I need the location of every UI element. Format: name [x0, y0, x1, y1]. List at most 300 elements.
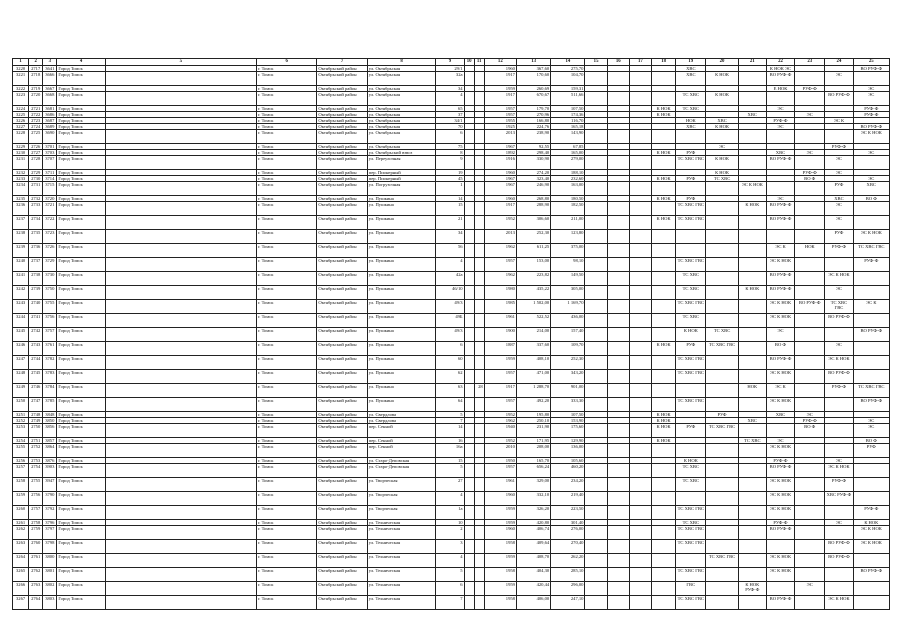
table-cell: Октябрьский район: [317, 272, 367, 286]
table-cell: 270,40: [551, 540, 585, 554]
table-cell: 49/3: [436, 328, 464, 342]
table-cell: РУФ-Ф: [825, 244, 853, 258]
table-cell: 14: [436, 424, 464, 438]
table-cell: 1961: [484, 478, 516, 492]
table-cell: [738, 398, 766, 412]
register-table-body: [13, 59, 890, 610]
table-cell: 2722: [29, 112, 43, 118]
table-cell: 3246: [13, 342, 29, 356]
table-cell: [607, 202, 629, 216]
table-cell: 305,00: [551, 286, 585, 300]
table-cell: [607, 130, 629, 144]
table-cell: 404,30: [516, 568, 550, 582]
table-cell: ХВС: [738, 112, 766, 118]
table-cell: [629, 506, 651, 520]
table-cell: 1960: [484, 526, 516, 540]
table-cell: [738, 506, 766, 520]
table-cell: ул. Октябрьская: [367, 86, 436, 92]
table-cell: Октябрьский район: [317, 86, 367, 92]
table-cell: 1а: [436, 506, 464, 520]
table-cell: [676, 230, 706, 244]
table-cell: Октябрьский район: [317, 230, 367, 244]
table-cell: 511,66: [551, 92, 585, 106]
table-cell: 70: [436, 124, 464, 130]
table-cell: 3800: [43, 554, 57, 568]
table-cell: 375,00: [551, 244, 585, 258]
table-cell: [464, 492, 474, 506]
table-cell: [607, 424, 629, 438]
table-cell: [652, 554, 676, 568]
table-cell: 180,50: [551, 196, 585, 202]
table-cell: [607, 370, 629, 384]
table-cell: Октябрьский район: [317, 384, 367, 398]
table-cell: Город Томск: [57, 438, 105, 444]
table-cell: ЭС: [766, 106, 794, 112]
table-cell: [474, 582, 484, 596]
table-cell: ЭС: [795, 582, 825, 596]
table-cell: ЭС К НОК: [766, 258, 794, 272]
table-cell: [105, 286, 256, 300]
table-cell: [607, 384, 629, 398]
table-cell: 2718: [29, 72, 43, 86]
table-cell: РУФ-Ф: [766, 118, 794, 124]
table-cell: ул. Творческая: [367, 506, 436, 520]
table-cell: 2763: [29, 582, 43, 596]
table-cell: ВО РУФ-Ф: [825, 540, 853, 554]
table-cell: 2743: [29, 342, 43, 356]
table-cell: 3723: [43, 230, 57, 244]
table-cell: 471,00: [516, 370, 550, 384]
table-cell: [607, 92, 629, 106]
table-cell: [607, 464, 629, 478]
table-cell: [676, 244, 706, 258]
table-cell: ЭС: [825, 202, 853, 216]
table-cell: 3220: [13, 66, 29, 72]
table-cell: 3755: [43, 300, 57, 314]
table-cell: [607, 244, 629, 258]
table-cell: 3798: [43, 540, 57, 554]
table-cell: ЭС: [766, 438, 794, 444]
table-cell: Октябрьский район: [317, 370, 367, 384]
table-cell: 2717: [29, 66, 43, 72]
table-row: [13, 506, 890, 520]
table-cell: ВО РУФ-Ф: [766, 156, 794, 170]
table-cell: 56: [436, 244, 464, 258]
table-cell: ЭС: [853, 150, 889, 156]
table-cell: 1958: [484, 596, 516, 610]
table-cell: ул. Октябрьская: [367, 112, 436, 118]
table-cell: 3259: [13, 492, 29, 506]
table-cell: 19: [436, 170, 464, 176]
table-cell: РУФ-Ф: [853, 112, 889, 118]
table-cell: [105, 156, 256, 170]
table-cell: [738, 216, 766, 230]
table-cell: РУФ: [676, 196, 706, 202]
table-cell: ул. Пушкина: [367, 230, 436, 244]
table-cell: Город Томск: [57, 554, 105, 568]
table-cell: ТС ХВС ГВС: [676, 202, 706, 216]
table-cell: 656,24: [516, 464, 550, 478]
table-cell: г. Томск: [256, 478, 316, 492]
table-cell: ТС ХВС ГВС: [676, 596, 706, 610]
table-cell: [853, 342, 889, 356]
table-cell: Октябрьский район: [317, 554, 367, 568]
table-cell: 3641: [43, 66, 57, 72]
table-cell: [105, 258, 256, 272]
table-cell: [652, 398, 676, 412]
table-cell: ЭС К НОК: [766, 492, 794, 506]
table-cell: [585, 478, 607, 492]
table-cell: ул. Техническая: [367, 540, 436, 554]
table-row: [13, 540, 890, 554]
table-cell: Октябрьский район: [317, 286, 367, 300]
table-cell: 34: [436, 86, 464, 92]
table-cell: 3850: [43, 418, 57, 424]
table-cell: РУФ-Ф: [766, 458, 794, 464]
table-cell: [795, 130, 825, 144]
table-cell: г. Томск: [256, 286, 316, 300]
table-cell: [652, 328, 676, 342]
table-cell: Октябрьский район: [317, 398, 367, 412]
table-cell: г. Томск: [256, 144, 316, 150]
table-cell: 2741: [29, 314, 43, 328]
table-row: [13, 328, 890, 342]
table-cell: 2730: [29, 176, 43, 182]
table-cell: [105, 526, 256, 540]
table-cell: Город Томск: [57, 124, 105, 130]
table-cell: ЭС К НОК: [853, 526, 889, 540]
table-cell: 232,60: [551, 176, 585, 182]
table-cell: [652, 230, 676, 244]
table-cell: [706, 464, 738, 478]
table-cell: [652, 506, 676, 520]
table-cell: [607, 156, 629, 170]
table-cell: ЭС: [795, 412, 825, 418]
table-cell: ул. Старо-Деповская: [367, 458, 436, 464]
table-cell: [105, 492, 256, 506]
table-cell: [629, 258, 651, 272]
table-cell: [105, 272, 256, 286]
table-cell: [795, 554, 825, 568]
table-cell: 3256: [13, 458, 29, 464]
table-cell: 3227: [13, 124, 29, 130]
table-cell: 104,70: [551, 72, 585, 86]
table-row: [13, 230, 890, 244]
table-cell: 1962: [484, 418, 516, 424]
table-cell: [853, 202, 889, 216]
table-cell: г. Томск: [256, 458, 316, 464]
column-number-row: [13, 59, 890, 66]
table-cell: 2719: [29, 86, 43, 92]
table-cell: 123,80: [551, 230, 585, 244]
table-cell: 49Б: [436, 314, 464, 328]
table-cell: ТС ХВС ГВС: [676, 540, 706, 554]
table-cell: 4: [436, 258, 464, 272]
table-cell: [585, 568, 607, 582]
table-cell: 2747: [29, 398, 43, 412]
table-cell: 3667: [43, 86, 57, 92]
table-cell: 2723: [29, 118, 43, 124]
table-cell: ЭС К НОК: [825, 272, 853, 286]
table-cell: ХВС РУФ-Ф: [825, 492, 853, 506]
table-cell: [738, 370, 766, 384]
table-cell: 107,50: [551, 106, 585, 112]
table-cell: Город Томск: [57, 458, 105, 464]
table-cell: [629, 300, 651, 314]
table-cell: 323,40: [516, 176, 550, 182]
table-cell: [607, 596, 629, 610]
table-cell: [706, 272, 738, 286]
table-cell: Город Томск: [57, 444, 105, 458]
table-cell: 2750: [29, 424, 43, 438]
table-cell: 3792: [43, 506, 57, 520]
table-cell: [585, 582, 607, 596]
table-cell: 1917: [484, 72, 516, 86]
table-cell: [738, 540, 766, 554]
table-cell: [105, 478, 256, 492]
table-row: [13, 568, 890, 582]
table-cell: [795, 540, 825, 554]
table-cell: 3228: [13, 130, 29, 144]
table-cell: г. Томск: [256, 196, 316, 202]
table-cell: 29/1: [436, 66, 464, 72]
table-cell: г. Томск: [256, 526, 316, 540]
table-cell: 3668: [43, 92, 57, 106]
table-cell: Октябрьский район: [317, 356, 367, 370]
table-cell: ВО Ф: [853, 196, 889, 202]
table-cell: [676, 554, 706, 568]
table-cell: [585, 464, 607, 478]
table-row: [13, 72, 890, 86]
table-cell: Октябрьский район: [317, 492, 367, 506]
table-cell: 436,00: [551, 314, 585, 328]
table-cell: 67,85: [551, 144, 585, 150]
table-cell: [853, 72, 889, 86]
table-cell: г. Томск: [256, 520, 316, 526]
table-cell: 1960: [484, 196, 516, 202]
table-cell: 98,10: [551, 258, 585, 272]
table-cell: 1961: [484, 314, 516, 328]
table-cell: 3222: [13, 86, 29, 92]
table-cell: ул. Творческая: [367, 492, 436, 506]
table-cell: г. Томск: [256, 112, 316, 118]
table-cell: [825, 568, 853, 582]
table-cell: ГВС: [676, 582, 706, 596]
table-cell: [105, 244, 256, 258]
table-cell: 3722: [43, 216, 57, 230]
table-cell: [585, 342, 607, 356]
table-cell: [629, 540, 651, 554]
table-cell: 1957: [484, 112, 516, 118]
table-cell: 3257: [13, 464, 29, 478]
table-cell: 3251: [13, 412, 29, 418]
table-cell: К НОК: [652, 176, 676, 182]
table-cell: 2754: [29, 464, 43, 478]
table-cell: [825, 424, 853, 438]
table-cell: РУФ: [853, 444, 889, 458]
table-cell: 3750: [43, 286, 57, 300]
table-cell: г. Томск: [256, 506, 316, 520]
table-row: [13, 464, 890, 478]
table-cell: [652, 72, 676, 86]
table-cell: ЭС: [853, 92, 889, 106]
table-cell: 3802: [43, 582, 57, 596]
column-number-cell: 17: [629, 59, 651, 66]
table-cell: [474, 554, 484, 568]
table-cell: Город Томск: [57, 540, 105, 554]
table-cell: Город Томск: [57, 258, 105, 272]
table-cell: [474, 424, 484, 438]
table-cell: [853, 464, 889, 478]
table-cell: ТС ХВС ГВС: [676, 568, 706, 582]
table-cell: [825, 506, 853, 520]
table-cell: [585, 398, 607, 412]
table-row: [13, 596, 890, 610]
table-row: [13, 554, 890, 568]
table-cell: Октябрьский район: [317, 112, 367, 118]
table-cell: [795, 216, 825, 230]
table-cell: [825, 526, 853, 540]
table-cell: 37: [436, 112, 464, 118]
table-cell: [795, 506, 825, 520]
table-cell: 2013: [484, 230, 516, 244]
table-cell: [629, 202, 651, 216]
table-cell: [464, 424, 474, 438]
table-cell: [706, 202, 738, 216]
table-cell: ЭС К НОК: [766, 370, 794, 384]
table-cell: [629, 314, 651, 328]
table-cell: 1887: [484, 342, 516, 356]
table-cell: Город Томск: [57, 506, 105, 520]
table-cell: 2746: [29, 384, 43, 398]
table-cell: [474, 398, 484, 412]
table-cell: [738, 464, 766, 478]
table-cell: 1960: [484, 170, 516, 176]
table-cell: ЭС К НОК: [853, 540, 889, 554]
table-cell: 3687: [43, 118, 57, 124]
table-cell: К НОК: [652, 112, 676, 118]
table-cell: 3947: [43, 478, 57, 492]
table-cell: 4: [436, 92, 464, 106]
table-cell: 2759: [29, 526, 43, 540]
table-cell: [706, 244, 738, 258]
table-cell: 1957: [484, 464, 516, 478]
table-cell: Октябрьский район: [317, 216, 367, 230]
table-cell: 109,70: [551, 342, 585, 356]
table-cell: 3689: [43, 124, 57, 130]
table-cell: 275,70: [551, 66, 585, 72]
table-cell: [464, 72, 474, 86]
table-cell: [585, 424, 607, 438]
table-cell: [105, 130, 256, 144]
table-cell: 3726: [43, 244, 57, 258]
table-cell: [706, 286, 738, 300]
table-cell: ВО РУФ-Ф: [766, 356, 794, 370]
table-cell: ЭС: [795, 150, 825, 156]
table-cell: [607, 272, 629, 286]
table-cell: 250,10: [516, 418, 550, 424]
table-cell: [706, 216, 738, 230]
table-cell: [629, 272, 651, 286]
column-number-cell: 20: [706, 59, 738, 66]
table-cell: [474, 300, 484, 314]
table-cell: 3714: [43, 176, 57, 182]
table-cell: [585, 244, 607, 258]
table-cell: 2751: [29, 438, 43, 444]
column-number-cell: 22: [766, 59, 794, 66]
table-cell: 10: [436, 520, 464, 526]
table-cell: 1980: [484, 286, 516, 300]
table-cell: г. Томск: [256, 118, 316, 124]
table-cell: [853, 370, 889, 384]
table-cell: [629, 398, 651, 412]
table-cell: 3263: [13, 540, 29, 554]
table-cell: ВО РУФ-Ф: [825, 92, 853, 106]
table-cell: [464, 384, 474, 398]
table-cell: [706, 230, 738, 244]
table-cell: [585, 596, 607, 610]
table-cell: [464, 554, 474, 568]
table-cell: [676, 182, 706, 196]
table-cell: [706, 370, 738, 384]
table-cell: [738, 444, 766, 458]
table-cell: 3729: [43, 258, 57, 272]
table-cell: 1952: [484, 412, 516, 418]
table-cell: К НОК: [738, 202, 766, 216]
column-number-cell: 4: [57, 59, 105, 66]
table-cell: [738, 328, 766, 342]
table-cell: ТС ХВС ГВС: [706, 424, 738, 438]
table-cell: 2761: [29, 554, 43, 568]
table-cell: 252,30: [516, 230, 550, 244]
table-cell: [795, 182, 825, 196]
table-cell: 34: [436, 230, 464, 244]
table-cell: [464, 596, 474, 610]
table-cell: [706, 356, 738, 370]
table-cell: [474, 478, 484, 492]
table-cell: [795, 342, 825, 356]
column-number-cell: 23: [795, 59, 825, 66]
table-cell: 3243: [13, 300, 29, 314]
table-cell: ВО РУФ-Ф: [795, 300, 825, 314]
table-cell: г. Томск: [256, 314, 316, 328]
table-cell: [464, 328, 474, 342]
table-cell: 3785: [43, 398, 57, 412]
table-cell: Город Томск: [57, 464, 105, 478]
table-cell: ул. Техническая: [367, 526, 436, 540]
table-cell: ВО РУФ-Ф: [766, 202, 794, 216]
table-cell: ХВС: [676, 124, 706, 130]
table-cell: ХВС: [766, 150, 794, 156]
table-cell: 2757: [29, 506, 43, 520]
table-cell: ул. Пушкина: [367, 328, 436, 342]
table-cell: 28: [474, 384, 484, 398]
table-row: [13, 424, 890, 438]
table-cell: 4: [436, 492, 464, 506]
table-cell: Город Томск: [57, 520, 105, 526]
table-cell: [629, 424, 651, 438]
table-cell: 174,36: [551, 112, 585, 118]
table-cell: г. Томск: [256, 342, 316, 356]
table-row: [13, 202, 890, 216]
table-cell: РУФ-Ф: [853, 106, 889, 112]
table-cell: 234,20: [551, 478, 585, 492]
table-cell: ВО Ф: [766, 342, 794, 356]
table-cell: [474, 216, 484, 230]
table-cell: 149,50: [551, 272, 585, 286]
table-cell: ЭС К НОК: [853, 230, 889, 244]
table-cell: [464, 398, 474, 412]
